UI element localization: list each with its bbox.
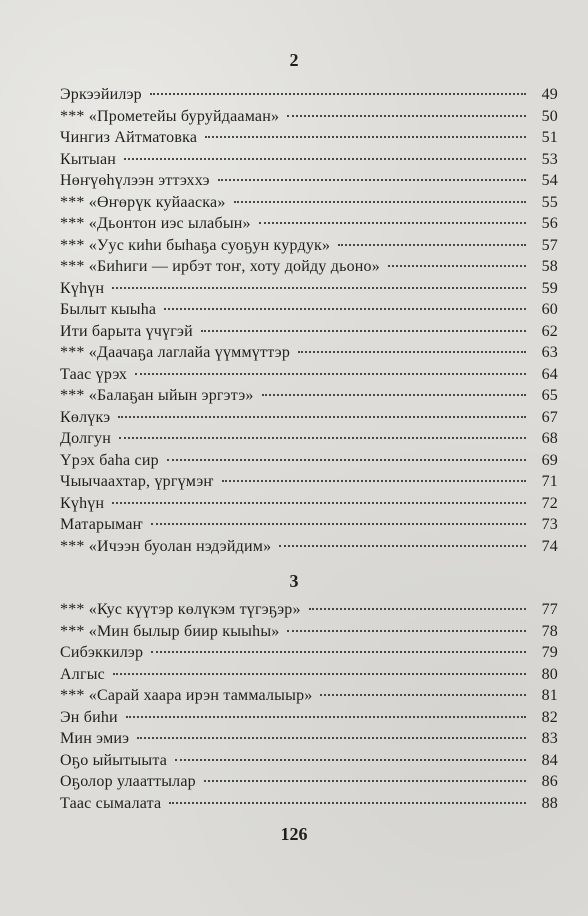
toc-entry-title: Көлүкэ (60, 408, 111, 426)
dot-leader (222, 480, 526, 482)
toc-entry-page-number: 51 (541, 129, 558, 146)
toc-entry-title: Күһүн (60, 494, 105, 512)
toc-entry-page-number: 67 (541, 408, 558, 426)
toc-entry-title: *** «Дьонтон иэс ылабын» (60, 215, 251, 232)
toc-entry-page-number: 80 (541, 665, 558, 683)
toc-entry-title: *** «Биһиги — ирбэт тоҥ, хоту дойду дьоно» (60, 258, 380, 275)
toc-entry (60, 514, 558, 536)
toc-entry (60, 707, 558, 729)
toc-entry-page-number: 81 (541, 687, 558, 704)
dot-leader (124, 158, 526, 160)
dot-leader (175, 759, 526, 761)
toc-entry (60, 599, 558, 621)
toc-entry (60, 321, 558, 343)
toc-entry (60, 127, 558, 149)
toc-entry-page-number: 56 (541, 215, 558, 232)
dot-leader (262, 394, 526, 396)
toc-entry-page-number: 55 (541, 193, 558, 211)
toc-entry (60, 170, 558, 192)
toc-entry-title: *** «Кус күүтэр көлүкэм түгэҕэр» (60, 601, 301, 618)
toc-entry-page-number: 60 (541, 301, 558, 318)
toc-entry-page-number: 74 (541, 537, 558, 555)
toc-entry-page-number: 82 (541, 708, 558, 726)
toc-entry-title: Нөҥүөһүлээн эттэххэ (60, 172, 210, 189)
toc-entry (60, 793, 558, 815)
dot-leader (112, 502, 526, 504)
dot-leader (388, 265, 526, 267)
toc-entry (60, 385, 558, 407)
dot-leader (150, 93, 526, 95)
toc-entry (60, 428, 558, 450)
toc-entry-page-number: 65 (541, 387, 558, 404)
toc-entry-page-number: 88 (541, 794, 558, 812)
toc-entry (60, 342, 558, 364)
toc-entry (60, 213, 558, 235)
toc-entry-page-number: 63 (541, 344, 558, 361)
toc-entry (60, 450, 558, 472)
dot-leader (298, 351, 526, 353)
toc-entry-page-number: 58 (541, 258, 558, 275)
toc-entry-title: Матарымаҥ (60, 516, 143, 533)
toc-entry-title: Таас үрэх (60, 365, 128, 383)
toc-entry-title: *** «Прометейы буруйдааман» (60, 107, 280, 125)
toc-entry (60, 299, 558, 321)
toc-entry-title: *** «Уус киһи быһаҕа суоҕун курдук» (60, 236, 331, 254)
toc-entry-page-number: 54 (541, 172, 558, 189)
toc-entry-page-number: 64 (541, 365, 558, 383)
toc-entry (60, 84, 558, 106)
toc-entry (60, 664, 558, 686)
toc-entry-page-number: 68 (541, 430, 558, 447)
toc-entry-page-number: 62 (541, 322, 558, 340)
dot-leader (287, 630, 526, 632)
toc-entry-title: Былыт кыыһа (60, 301, 157, 318)
toc-entry (60, 149, 558, 171)
dot-leader (279, 545, 526, 547)
toc-entry-title: Мин эмиэ (60, 730, 130, 747)
dot-leader (205, 136, 526, 138)
section-number-3: 3 (289, 571, 299, 591)
dot-leader (259, 222, 526, 224)
toc-entry-page-number: 53 (541, 150, 558, 168)
dot-leader (320, 694, 526, 696)
dot-leader (151, 523, 526, 525)
toc-entry-title: *** «Ичээн буолан нэдэйдим» (60, 537, 272, 555)
toc-entry-page-number: 77 (541, 601, 558, 618)
toc-entry-page-number: 73 (541, 516, 558, 533)
toc-entry-page-number: 49 (541, 86, 558, 103)
toc-entry-title: Эн биһи (60, 708, 118, 726)
page-footer-number: 126 (280, 824, 308, 844)
dot-leader (126, 716, 526, 718)
dot-leader (151, 651, 526, 653)
toc-entry (60, 106, 558, 128)
toc-entry-title: Оҕо ыйытыыта (60, 751, 168, 769)
toc-entry-title: Үрэх баһа сир (60, 451, 159, 469)
dot-leader (287, 115, 526, 117)
toc-entry-page-number: 71 (541, 473, 558, 490)
dot-leader (112, 287, 526, 289)
toc-entry-title: Ити барыта үчүгэй (60, 322, 193, 340)
toc-entry (60, 256, 558, 278)
toc-entry-title: Долгун (60, 430, 112, 447)
toc-entry-page-number: 59 (541, 279, 558, 297)
dot-leader (118, 416, 526, 418)
toc-section-2 (60, 84, 558, 557)
dot-leader (167, 459, 526, 461)
toc-entry-title: Чыычаахтар, үргүмэҥ (60, 473, 214, 490)
toc-entry-page-number: 83 (541, 730, 558, 747)
toc-entry-page-number: 72 (541, 494, 558, 512)
toc-entry-title: Алгыс (60, 665, 105, 683)
toc-entry-title: Чингиз Айтматовка (60, 129, 198, 146)
toc-entry (60, 407, 558, 429)
dot-leader (119, 437, 526, 439)
dot-leader (309, 608, 526, 610)
toc-entry (60, 235, 558, 257)
dot-leader (218, 179, 526, 181)
toc-entry-title: *** «Балаҕан ыйын эргэтэ» (60, 387, 254, 404)
toc-entry-title: *** «Өҥөрүк куйааска» (60, 193, 226, 211)
toc-entry-page-number: 84 (541, 751, 558, 769)
dot-leader (113, 673, 526, 675)
toc-entry (60, 471, 558, 493)
toc-entry (60, 278, 558, 300)
dot-leader (234, 201, 526, 203)
dot-leader (169, 802, 526, 804)
toc-entry (60, 728, 558, 750)
toc-entry (60, 536, 558, 558)
toc-entry-title: *** «Сарай хаара ирэн таммалыыр» (60, 687, 313, 704)
toc-entry-title: Оҕолор улааттылар (60, 773, 196, 790)
dot-leader (201, 330, 526, 332)
dot-leader (137, 737, 526, 739)
toc-entry-page-number: 50 (541, 107, 558, 125)
toc-entry-title: Эркээйилэр (60, 86, 142, 103)
toc-entry (60, 750, 558, 772)
toc-entry (60, 771, 558, 793)
toc-section-3 (60, 599, 558, 814)
toc-entry (60, 364, 558, 386)
dot-leader (164, 308, 526, 310)
toc-entry (60, 642, 558, 664)
toc-entry-page-number: 86 (541, 773, 558, 790)
section-number-2: 2 (289, 50, 299, 70)
dot-leader (338, 244, 526, 246)
toc-entry-title: Сибэккилэр (60, 644, 144, 661)
toc-entry-title: Таас сымалата (60, 794, 162, 812)
toc-entry-page-number: 78 (541, 622, 558, 640)
toc-entry (60, 493, 558, 515)
dot-leader (135, 373, 526, 375)
toc-entry-page-number: 57 (541, 236, 558, 254)
toc-entry (60, 685, 558, 707)
toc-entry-title: *** «Даачаҕа лаглайа үүммүттэр (60, 344, 291, 361)
toc-entry (60, 192, 558, 214)
toc-entry-title: Күһүн (60, 279, 105, 297)
dot-leader (204, 780, 526, 782)
toc-entry-page-number: 79 (541, 644, 558, 661)
toc-entry-title: Кытыан (60, 150, 117, 168)
toc-entry-title: *** «Мин былыр биир кыыһы» (60, 622, 280, 640)
toc-entry (60, 621, 558, 643)
toc-entry-page-number: 69 (541, 451, 558, 469)
